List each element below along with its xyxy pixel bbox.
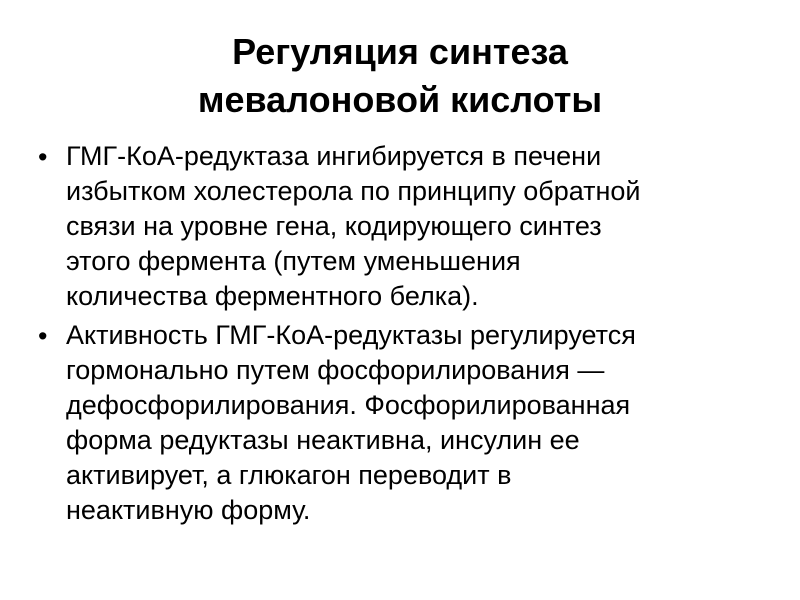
bullet-item-1 xyxy=(38,139,778,314)
bullet-point-icon: • xyxy=(38,321,48,351)
bullet-item-2 xyxy=(38,318,778,528)
bullet-point-icon: • xyxy=(38,142,48,172)
slide-title-line-2: мевалоновой кислоты xyxy=(197,79,603,120)
slide-title-line-1: Регуляция синтеза xyxy=(232,31,568,72)
slide-title xyxy=(0,28,800,124)
bullet-text-2: Активность ГМГ-КоА-редуктазы регулируется гормонально путем фосфорилирования — дефосфорилирования. Фосфорилированная форма редуктазы неактивна, инсулин ее активирует, а глюкагон переводит в неактивную форму. xyxy=(66,320,636,525)
bullet-list xyxy=(38,139,778,532)
bullet-text-1: ГМГ-КоА-редуктаза ингибируется в печени избытком холестерола по принципу обратной связи на уровне гена, кодирующего синтез этого фермента (путем уменьшения количества ферментного белка). xyxy=(66,141,641,311)
